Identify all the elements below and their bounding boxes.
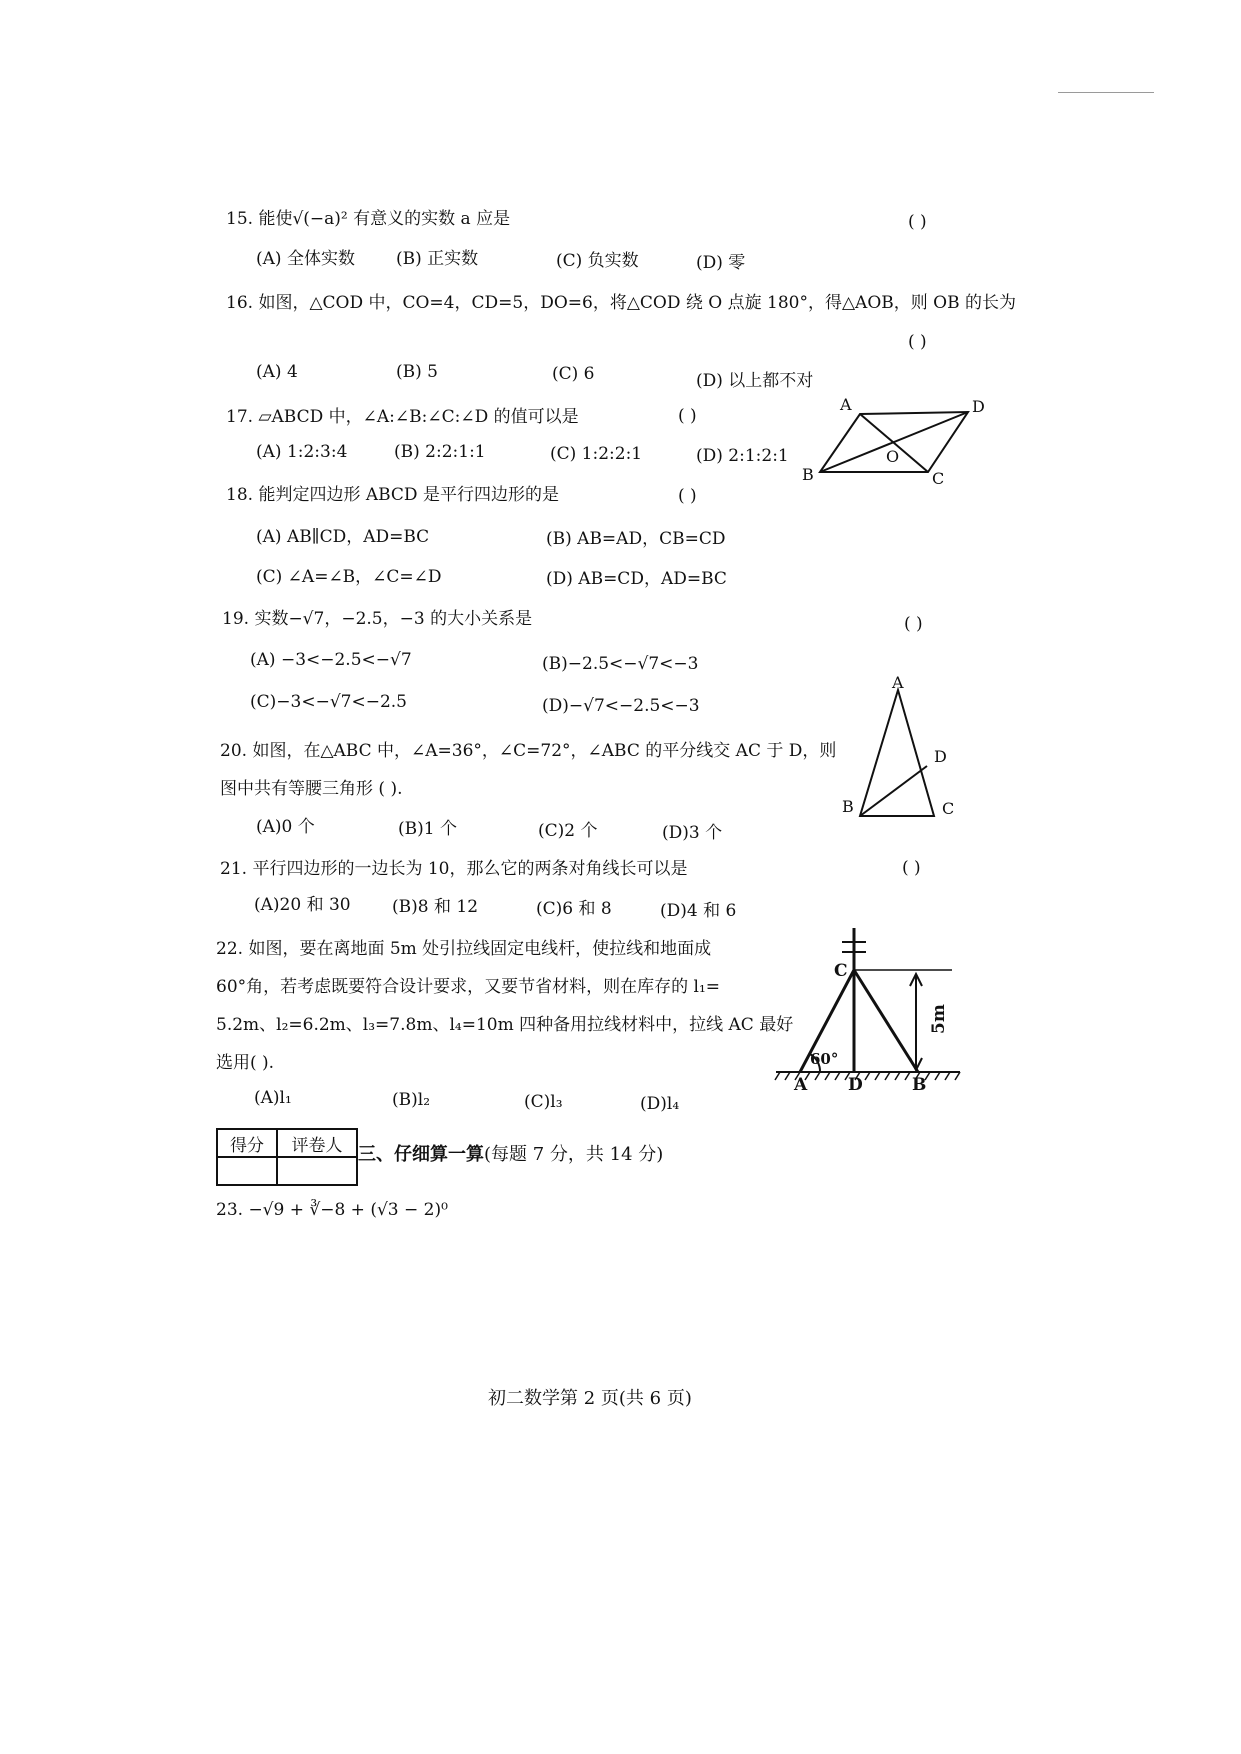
q15-option-a[interactable]: (A) 全体实数 [256, 249, 355, 269]
q15-answer-blank[interactable]: ( ) [908, 212, 927, 232]
q22-label-d: D [848, 1075, 863, 1090]
q18-option-c[interactable]: (C) ∠A=∠B，∠C=∠D [256, 567, 442, 587]
q22-line1: 22. 如图，要在离地面 5m 处引拉线固定电线杆，使拉线和地面成 [216, 939, 712, 959]
q21-option-a[interactable]: (A)20 和 30 [254, 895, 351, 915]
grader-cell[interactable] [277, 1157, 357, 1185]
q22-label-c: C [834, 961, 848, 981]
q20-option-a[interactable]: (A)0 个 [256, 817, 315, 837]
q17-label-c: C [932, 469, 945, 486]
q21-stem: 21. 平行四边形的一边长为 10，那么它的两条对角线长可以是 [220, 859, 688, 879]
score-cell[interactable] [217, 1157, 277, 1185]
q22-label-b: B [912, 1075, 927, 1090]
q20-label-d: D [934, 747, 947, 766]
q20-line1: 20. 如图，在△ABC 中，∠A=36°，∠C=72°，∠ABC 的平分线交 AC 于 D，则 [220, 741, 837, 761]
q22-pole-figure [770, 924, 966, 1090]
bisector-bd [860, 766, 927, 816]
triangle-abc [860, 690, 934, 816]
q19-option-a[interactable]: (A) −3<−2.5<−√7 [250, 650, 412, 670]
q19-option-b[interactable]: (B)−2.5<−√7<−3 [542, 654, 699, 674]
q20-option-d[interactable]: (D)3 个 [662, 823, 723, 843]
q16-answer-blank[interactable]: ( ) [908, 332, 927, 352]
q17-label-d: D [972, 397, 985, 416]
q19-option-c[interactable]: (C)−3<−√7<−2.5 [250, 692, 407, 712]
section3-note: (每题 7 分，共 14 分) [484, 1144, 664, 1165]
q15-option-d[interactable]: (D) 零 [696, 253, 746, 273]
q22-line4[interactable]: 选用( ). [216, 1053, 275, 1073]
q17-answer-blank[interactable]: ( ) [678, 406, 697, 426]
q19-answer-blank[interactable]: ( ) [904, 614, 923, 634]
q17-option-c[interactable]: (C) 1:2:2:1 [550, 444, 643, 464]
q16-option-c[interactable]: (C) 6 [552, 364, 595, 384]
q20-label-a: A [892, 676, 904, 692]
q19-option-d[interactable]: (D)−√7<−2.5<−3 [542, 696, 700, 716]
q21-option-c[interactable]: (C)6 和 8 [536, 899, 612, 919]
score-table [216, 1128, 358, 1186]
q17-option-b[interactable]: (B) 2:2:1:1 [394, 442, 486, 462]
q23-stem: 23. −√9 + ∛−8 + (√3 − 2)⁰ [216, 1200, 448, 1220]
section3-title [358, 1140, 663, 1166]
q16-option-b[interactable]: (B) 5 [396, 362, 438, 382]
wire-bc [854, 970, 918, 1072]
q15-option-c[interactable]: (C) 负实数 [556, 251, 639, 271]
q21-answer-blank[interactable]: ( ) [902, 858, 921, 878]
q17-parallelogram-figure [800, 396, 1000, 486]
q22-label-a: A [794, 1075, 808, 1090]
q22-option-b[interactable]: (B)l₂ [392, 1090, 431, 1110]
q22-label-height: 5m [929, 1004, 949, 1034]
section3-heading: 三、仔细算一算 [358, 1144, 484, 1165]
grader-label: 评卷人 [277, 1129, 357, 1157]
q22-line2: 60°角，若考虑既要符合设计要求，又要节省材料，则在库存的 l₁= [216, 977, 721, 997]
q17-label-o: O [886, 447, 900, 466]
q17-stem: 17. ▱ABCD 中，∠A:∠B:∠C:∠D 的值可以是 [226, 407, 579, 427]
q15-stem: 15. 能使√(−a)² 有意义的实数 a 应是 [226, 209, 511, 229]
q20-line2[interactable]: 图中共有等腰三角形 ( ). [220, 779, 403, 799]
q18-answer-blank[interactable]: ( ) [678, 486, 697, 506]
q22-option-c[interactable]: (C)l₃ [524, 1092, 563, 1112]
q17-option-d[interactable]: (D) 2:1:2:1 [696, 446, 789, 466]
q17-label-b: B [802, 465, 814, 484]
q21-option-d[interactable]: (D)4 和 6 [660, 901, 737, 921]
top-rule [1058, 92, 1154, 93]
q17-label-a: A [840, 396, 852, 414]
q22-line3: 5.2m、l₂=6.2m、l₃=7.8m、l₄=10m 四种备用拉线材料中，拉线 AC 最好 [216, 1015, 794, 1035]
q20-triangle-figure [838, 676, 968, 826]
q22-option-a[interactable]: (A)l₁ [254, 1088, 292, 1108]
q20-label-b: B [842, 797, 854, 816]
q17-option-a[interactable]: (A) 1:2:3:4 [256, 442, 348, 462]
q18-stem: 18. 能判定四边形 ABCD 是平行四边形的是 [226, 485, 559, 505]
q16-option-d[interactable]: (D) 以上都不对 [696, 371, 814, 391]
q16-option-a[interactable]: (A) 4 [256, 362, 298, 382]
q16-stem: 16. 如图，△COD 中，CO=4，CD=5，DO=6，将△COD 绕 O 点旋 180°，得△AOB，则 OB 的长为 [226, 293, 1016, 313]
q15-option-b[interactable]: (B) 正实数 [396, 249, 479, 269]
q22-label-angle: 60° [810, 1050, 839, 1068]
q22-option-d[interactable]: (D)l₄ [640, 1094, 680, 1114]
q18-option-b[interactable]: (B) AB=AD，CB=CD [546, 529, 726, 549]
q20-option-c[interactable]: (C)2 个 [538, 821, 598, 841]
q20-option-b[interactable]: (B)1 个 [398, 819, 457, 839]
q19-stem: 19. 实数−√7，−2.5，−3 的大小关系是 [222, 609, 533, 629]
q21-option-b[interactable]: (B)8 和 12 [392, 897, 479, 917]
q18-option-d[interactable]: (D) AB=CD，AD=BC [546, 569, 727, 589]
score-label: 得分 [217, 1129, 277, 1157]
q18-option-a[interactable]: (A) AB∥CD，AD=BC [256, 527, 430, 547]
q20-label-c: C [942, 799, 955, 818]
page-footer: 初二数学第 2 页(共 6 页) [488, 1388, 692, 1409]
